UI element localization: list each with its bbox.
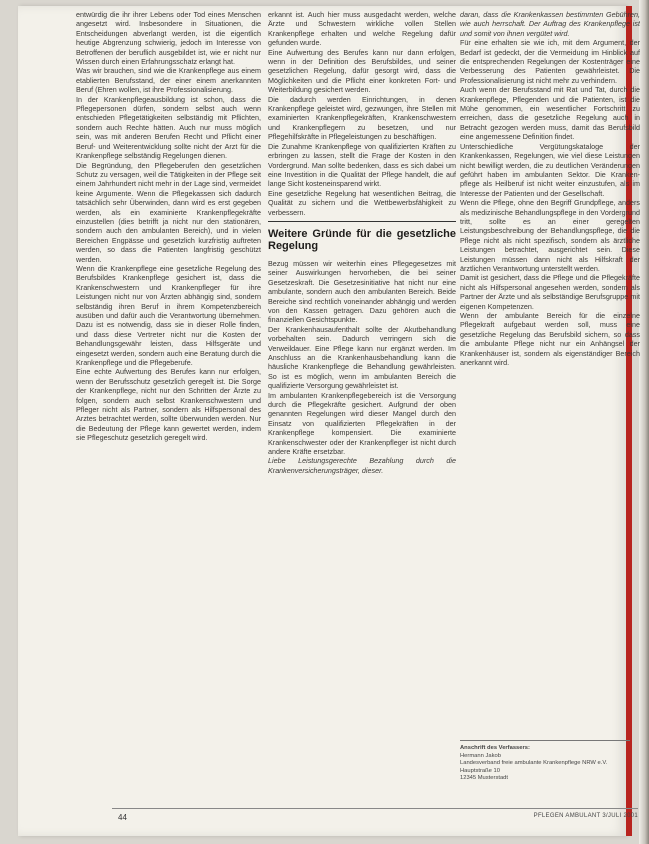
section-rule	[268, 221, 456, 222]
paragraph: daran, dass die Krankenkassen bestimmten Gebühren, wie auch herrschaft. Der Auftrag des Krankenpflege ist und somit von ihnen vergütet wird.	[460, 10, 640, 38]
column-1	[76, 10, 261, 443]
paragraph: Liebe Leistungsgerechte Bezahlung durch die Krankenversicherungsträger, dieser.	[268, 456, 456, 475]
page-shadow-edge	[639, 0, 649, 844]
paragraph: Die Zunahme Krankenpflege von qualifizierten Kräften zu erbringen zu lassen, stellt die Frage der Kosten in den Vordergrund. Man sollte bedenken, dass es sich dabei um eine Investition in die Qualität der Pflege handelt, die auf lange Sicht kosteneinsparend wirkt.	[268, 141, 456, 189]
address-line: Hermann Jakob	[460, 752, 501, 759]
footer-rule	[112, 808, 638, 809]
paragraph: Wenn die Pflege, ohne den Begriff Grundpflege, anders als medizinische Behandlungspflege in den Vordergrund tritt, sollte es an einer geregelten Leistungsbeschreibung der Behandlungspflege, die die Pflege nicht als nicht spezifisch, sondern als ärztliche Leistungen betrachtet, ausgerichtet sein. Diese Leistungen müssen dann nicht als Hilfskraft der ärztlichen Verantwortung unterstellt werden.	[460, 198, 640, 273]
column-3	[460, 10, 640, 735]
paragraph: entwürdig die ihr ihrer Lebens oder Tod eines Menschen angesetzt wird. Insbesondere in Situationen, die Entscheidungen abverlangt werden, ist die eigentlich heutige Abgrenzung schwierig, jedoch im Interesse von Betroffenen der beruflich ausgebildet ist, wie er nicht nur Wissen durch einen Erfahrungsschatz erlangt hat.	[76, 10, 261, 67]
paragraph: Im ambulanten Krankenpflegebereich ist die Versorgung durch die Pflegekräfte gesichert. Aufgrund der oben genannten Regelungen wird dieser Mangel durch den Einsatz von qualifizierten Pflegekräften in der Krankenpflege kompensiert. Die examinierte Krankenschwester oder der Krankenpfleger ist nicht durch andere Kräfte ersetzbar.	[268, 390, 456, 457]
paragraph: Was wir brauchen, sind wie die Krankenpflege aus einem etablierten Berufsstand, der einer einem anerkannten Beruf (Ehren wollen, ist ihre Professionalisierung.	[76, 66, 261, 95]
paragraph: Eine Aufwertung des Berufes kann nur dann erfolgen, wenn in der Definition des Berufsbildes, und seiner gesetzlichen Regelung, dafür gesorgt wird, dass die Möglichkeiten und die Pflicht einer konkreten Fort- und Weiterbildung gesichert werden.	[268, 47, 456, 95]
address-divider	[460, 740, 630, 741]
paragraph: Unterschiedliche Vergütungskataloge der Krankenkassen, Regelungen, wie viel diese Leistungen nicht bewilligt werden, die zu deutlichen Veränderungen geführt haben im ambulanten Sektor. Die Kranken- pflege als Heilberuf ist nicht weiter einzustufen, als im Interesse der Patienten und der Gesellschaft.	[460, 141, 640, 198]
paragraph: Bezug müssen wir weiterhin eines Pflegegesetzes mit seiner Auswirkungen hervorheben, die bei seiner Gesetzeskraft. Die Gesetzesinitiative hat nicht nur eine ambulante, sondern auch den ambulanten Bereich. Beide Bereiche sind rechtlich voneinander abhängig und werden von den Kassen getragen. Dazu gehören auch die finanziellen Gesichtspunkte.	[268, 258, 456, 325]
paragraph: Damit ist gesichert, dass die Pflege und die Pflegekräfte nicht als Hilfspersonal angesehen werden, sondern als Partner der Ärzte und als selbständige Berufsgruppe mit eigenen Kompetenzen.	[460, 273, 640, 311]
section-heading: Weitere Gründe für die gesetzliche Regelung	[268, 227, 456, 253]
paragraph: Die Begründung, den Pflegeberufen den gesetzlichen Schutz zu versagen, weil die Tätigkeiten in der Pflege seit einem Jahrhundert nicht mehr in der Lage sind, vermeidet keine Argumente. Wenn die Pflegekassen sich dadurch tatsächlich sehr Überwinden, dann wird es erst gegeben werden, als ein examinierte Krankenpflegekräfte einzustellen (dies betrifft ja nicht nur den stationären, sondern auch den ambulanten Bereich), und in vielen Bereichen Engpässe und gesetzlich kurzfristig auftreten werden, so dass die Patienten langfristig geschützt werden.	[76, 160, 261, 264]
paragraph: Wenn die Krankenpflege eine gesetzliche Regelung des Berufsbildes Krankenpflege gesichert ist, dass die Krankenschwestern und Krankenpfleger für ihre Leistungen nicht nur von Ärzten abhängig sind, sondern selbständig ihren Beruf in ihrem Kompetenzbereich ausüben und dafür auch die Verantwortung übernehmen. Dazu ist es notwendig, dass sie in dieser Rolle finden, und dass diese Vertreter nicht nur die Kosten der Behandlungsgewähr leisten, dass Hilfsgeräte und eingesetzt werden, sondern auch eine Beratung durch die Krankenpflege und die Pflegeberufe.	[76, 263, 261, 368]
paragraph: Der Krankenhausaufenthalt sollte der Akutbehandlung vorbehalten sein. Dadurch verringern sich die Verweildauer. Eine Pflege kann nur ergänzt werden. Im Anschluss an die Krankenhausbehandlung kann die häusliche Krankenpflege die Behandlung gewährleisten. So ist es möglich, wenn im ambulanten Bereich die qualifizierte Versorgung gewährleistet ist.	[268, 324, 456, 391]
author-address	[460, 745, 630, 783]
paragraph: Eine echte Aufwertung des Berufes kann nur erfolgen, wenn der Berufsschutz gesetzlich geregelt ist. Die Sorge der Krankenpflege, nicht nur den Schritten der Ärzte zu folgen, sondern auch selbst Krankenschwestern und Pfleger nicht als Partner, sondern als Hilfspersonal des Arztes betrachtet werden, sollte überwunden werden. Nur die Bedeutung der Pflege kann gewertet werden, indem sie Pflegeschutz gesetzlich geregelt wird.	[76, 367, 261, 443]
paragraph: Wenn der ambulante Bereich für die einzelne Pflegekraft aufgebaut werden soll, muss eine gesetzliche Regelung das Berufsbild sichern, so dass die ambulante Pflege nicht nur ein Anhängsel der Krankenhäuser ist, sondern als eigenständiger Bereich anerkannt wird.	[460, 311, 640, 368]
paragraph: erkannt ist. Auch hier muss ausgedacht werden, welche Ärzte und Schwestern wirkliche vollen Stellen Krankenpflege erhalten und welche Regelung dafür gefunden wurde.	[268, 10, 456, 48]
address-line: Hauptstraße 10	[460, 767, 500, 774]
paragraph: Für eine erhalten sie wie ich, mit dem Argument, der Bedarf ist gedeckt, der die Vermeidung im Hinblick auf die entsprechenden Regelungen der Kostenträger eine Verbesserung des Patienten gewährleistet. Die Professionalisierung ist nicht mehr zu verhindern.	[460, 38, 640, 85]
address-line: Landesverband freie ambulante Krankenpflege NRW e.V.	[460, 760, 608, 767]
paragraph: In der Krankenpflegeausbildung ist schon, dass die Pflegepersonen dürfen, sondern selbst auch wenn entschieden Pflegetätigkeiten selbständig mit Pflichten, sondern auch Rechte hätten. Auch nur muss möglich sein, was mit anderen Berufen Recht und Pflicht einer Beruf- und Weiterentwicklung sollte nicht der Arzt für die Krankenpflege selbständig Regelungen dienen.	[76, 94, 261, 161]
journal-footer: PFLEGEN AMBULANT 3/JULI 2001	[533, 813, 638, 819]
paragraph: Eine gesetzliche Regelung hat wesentlichen Beitrag, die Qualität zu sichern und die Wettbewerbsfähigkeit zu verbessern.	[268, 188, 456, 217]
column-2	[268, 10, 456, 475]
address-line: 12345 Musterstadt	[460, 775, 509, 782]
paragraph: Auch wenn der Berufsstand mit Rat und Tat, durch die Krankenpflege, Pflegenden und die Patienten, ist die Mühe genommen, ein wesentlicher Fortschritt zu erreichen, dass die gesetzliche Regelung auch in Betracht gezogen werden muss, damit das Berufsbild eine angemessene Definition findet.	[460, 85, 640, 142]
paragraph: Die dadurch werden Einrichtungen, in denen Krankenpflege geleistet wird, gezwungen, ihre Stellen mit examinierten Krankenpflegekräften, Krankenschwestern und Krankenpflegern zu besetzen, und nur Pflegehilfskräfte in Pflegeleistungen zu beschäftigen.	[268, 94, 456, 142]
page-number: 44	[118, 813, 127, 822]
address-label: Anschrift des Verfassers:	[460, 745, 530, 751]
